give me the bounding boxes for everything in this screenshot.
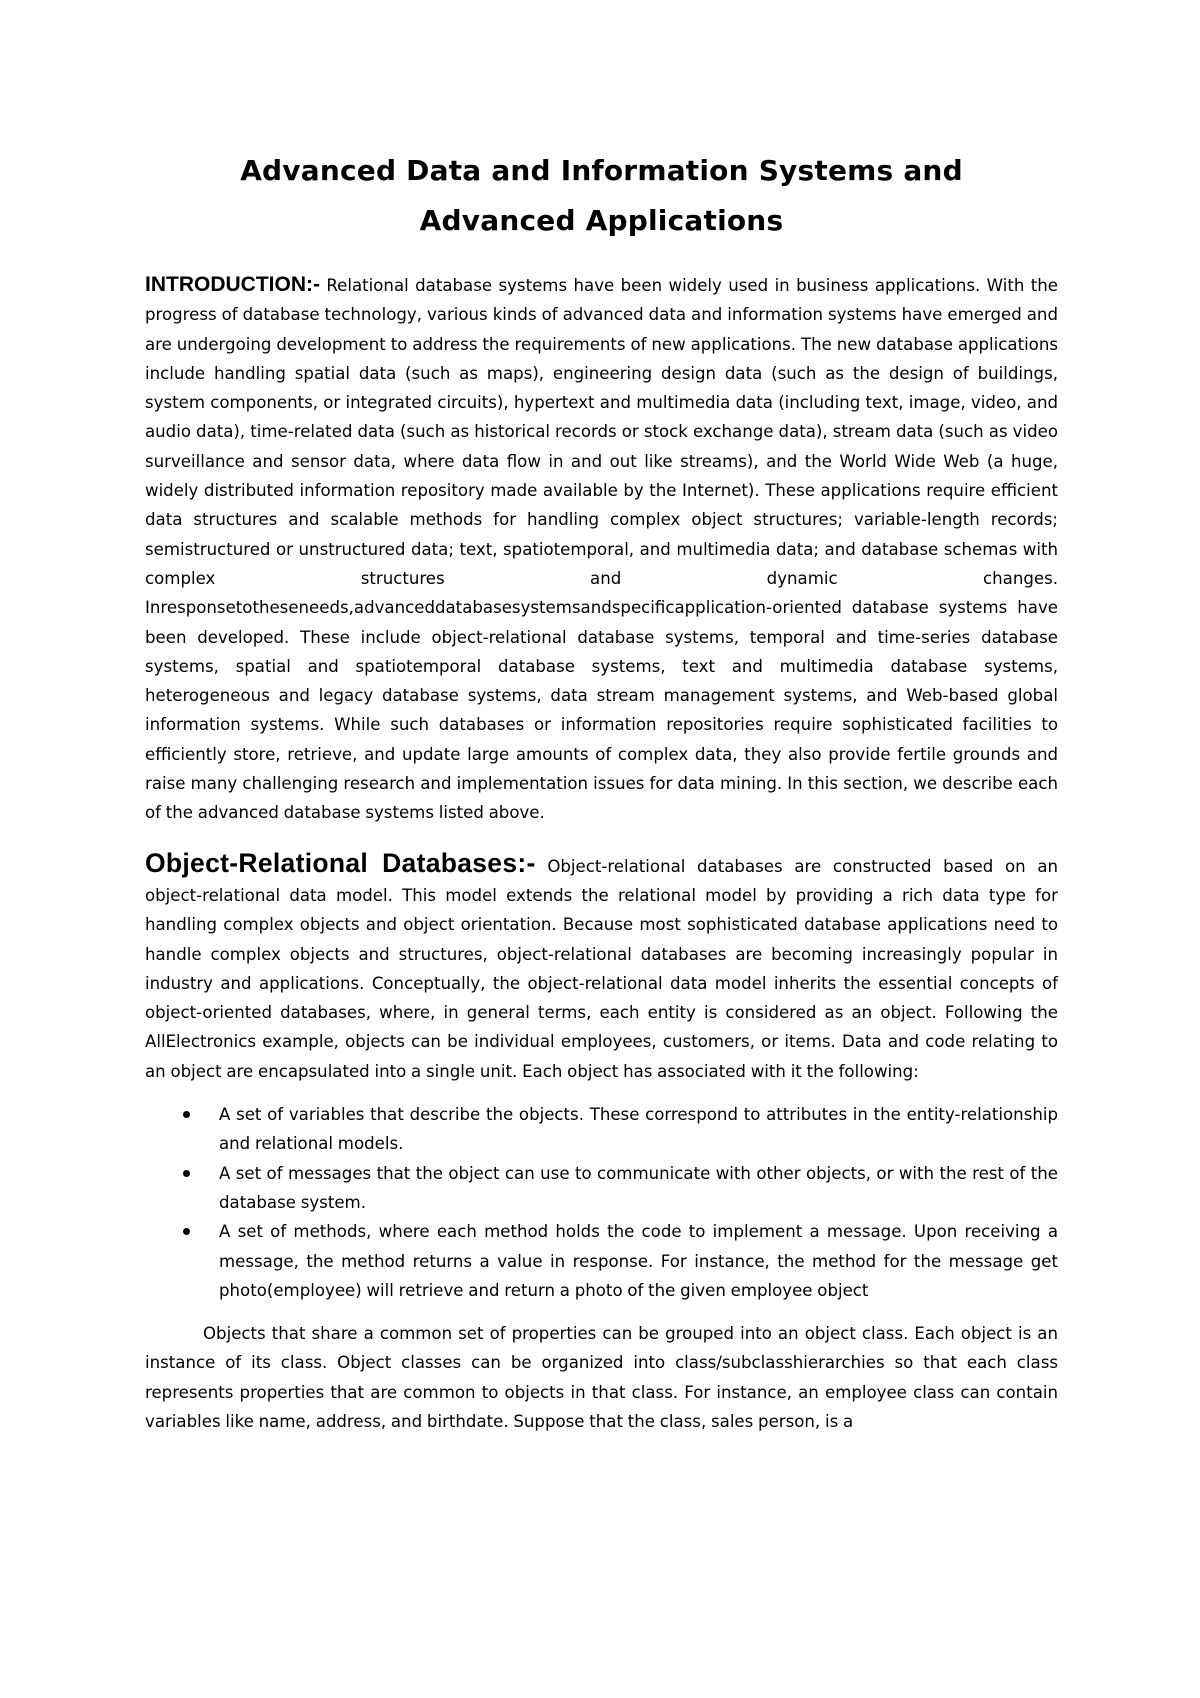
document-body [145,146,1058,1436]
title-line-2: Advanced Applications [419,204,784,237]
list-item [145,1100,1058,1159]
object-class-paragraph: Objects that share a common set of properties can be grouped into an object class. Each object is an instance of its class. Object classes can be organized into class/subclasshierarchies so that each class represents properties that are common to objects in that class. For instance, an employee class can contain variables like name, address, and birthdate. Suppose that the class, sales person, is a [145,1324,1058,1431]
page-title [145,146,1058,246]
list-item [145,1217,1058,1305]
object-relational-text: Object-relational databases are constructed based on an object-relational data model. This model extends the relational model by providing a rich data type for handling complex objects and object orientation. Because most sophisticated database applications need to handle complex objects and structures, object-relational databases are becoming increasingly popular in industry and applications. Conceptually, the object-relational data model inherits the essential concepts of object-oriented databases, where, in general terms, each entity is considered as an object. Following the AllElectronics example, objects can be individual employees, customers, or items. Data and code relating to an object are encapsulated into a single unit. Each object has associated with it the following: [145,856,1059,1081]
introduction-label: INTRODUCTION:- [145,273,320,296]
object-properties-list [145,1100,1058,1305]
list-item [145,1159,1058,1218]
introduction-paragraph [145,270,1058,828]
bullet-icon [183,1228,190,1235]
bullet-icon [183,1111,190,1118]
list-item-text: A set of methods, where each method holds the code to implement a message. Upon receiving a message, the method returns a value in response. For instance, the method for the message get photo(employee) will retrieve and return a photo of the given employee object [219,1222,1058,1300]
object-relational-paragraph [145,849,1058,1086]
list-item-text: A set of variables that describe the objects. These correspond to attributes in the entity-relationship and relational models. [219,1105,1058,1154]
list-item-text: A set of messages that the object can use to communicate with other objects, or with the rest of the database system. [219,1163,1058,1212]
object-relational-heading: Object-Relational Databases:- [145,847,536,878]
introduction-text: Relational database systems have been widely used in business applications. With the progress of database technology, various kinds of advanced data and information systems have emerged and are undergoing development to address the requirements of new applications. The new database applications include handling spatial data (such as maps), engineering design data (such as the design of buildings, system components, or integrated circuits), hypertext and multimedia data (including text, image, video, and audio data), time-related data (such as historical records or stock exchange data), stream data (such as video surveillance and sensor data, where data flow in and out like streams), and the World Wide Web (a huge, widely distributed information repository made available by the Internet). These applications require efficient data structures and scalable methods for handling complex object structures; variable-length records; semistructured or unstructured data; text, spatiotemporal, and multimedia data; and database schemas with complex structures and dynamic changes. Inresponsetotheseneeds,advanceddatabasesystemsandspecificapplication-oriented database systems have been developed. These include object-relational database systems, temporal and time-series database systems, spatial and spatiotemporal database systems, text and multimedia database systems, heterogeneous and legacy database systems, data stream management systems, and Web-based global information systems. While such databases or information repositories require sophisticated facilities to efficiently store, retrieve, and update large amounts of complex data, they also provide fertile grounds and raise many challenging research and implementation issues for data mining. In this section, we describe each of the advanced database systems listed above. [145,276,1058,823]
title-line-1: Advanced Data and Information Systems and [240,154,963,187]
bullet-icon [183,1170,190,1177]
